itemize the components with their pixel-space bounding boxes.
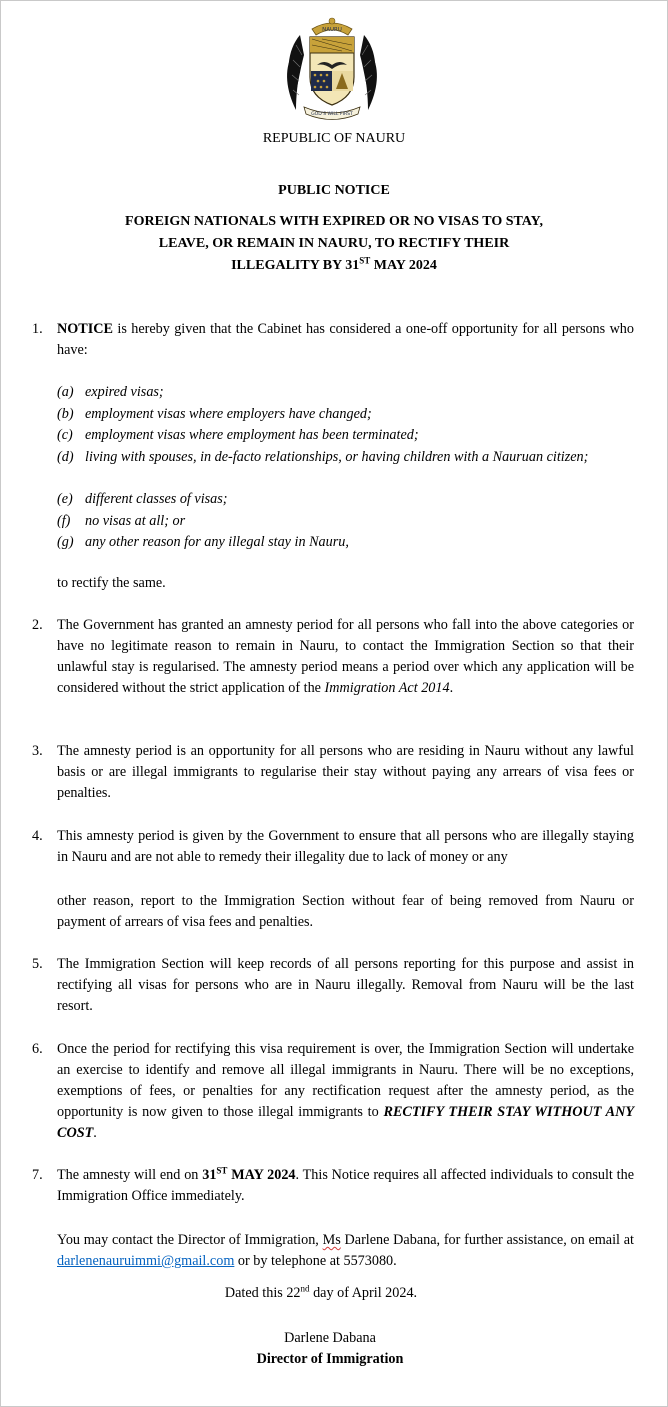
title-line-2: LEAVE, OR REMAIN IN NAURU, TO RECTIFY THEIR [158, 236, 510, 251]
title-line-3: ILLEGALITY BY 31ST MAY 2024 [231, 255, 437, 273]
paragraph-4-continued [57, 891, 634, 933]
emphasis-text: RECTIFY THEIR STAY WITHOUT ANY COST [57, 1104, 634, 1141]
dated-line: Dated this 22nd day of April 2024. [224, 1283, 418, 1301]
end-date: 31ST MAY 2024 [202, 1165, 296, 1183]
paragraph-number: 6. [32, 1041, 43, 1057]
notice-title [41, 211, 627, 277]
country-name: REPUBLIC OF NAURU [262, 131, 406, 146]
paragraph-text: Once the period for rectifying this visa requirement is over, the Immigration Section will undertake an exercise to identify and remove all illegal immigrants in Nauru. There will be no exceptions, exemptions of fees, or penalties for any rectification request after the amnesty period, as the opportunity is now given to those illegal immigrants to [57, 1041, 634, 1120]
signatory-title: Director of Immigration [256, 1351, 404, 1367]
paragraph-1 [32, 319, 634, 361]
paragraph-text: The Immigration Section will keep records of all persons reporting for this purpose and assist in rectifying all visas for persons who are in Nauru illegally. Removal from Nauru will be the last resort. [57, 956, 634, 1014]
list-item: (g) any other reason for any illegal stay in Nauru, [57, 534, 349, 550]
list-item: (e) different classes of visas; [57, 491, 228, 507]
paragraph-number: 5. [32, 956, 43, 972]
paragraph-number: 7. [32, 1167, 43, 1183]
list-item: (c) employment visas where employment has been terminated; [57, 427, 419, 443]
paragraph-text: other reason, report to the Immigration Section without fear of being removed from Nauru or payment of arrears of visa fees and penalties. [57, 893, 634, 930]
paragraph-2: 2. The Government has granted an amnesty period for all persons who fall into the above categories or have no legitimate reason to remain in Nauru, to contact the Immigration Section so that their unlawful stay is regularised. The amnesty period means a period over which any application will be considered without the strict application of the Immigration Act 2014. [32, 617, 634, 696]
paragraph-number: 3. [32, 743, 43, 759]
paragraph-text: The Government has granted an amnesty period for all persons who fall into the above categories or have no legitimate reason to remain in Nauru, to contact the Immigration Section so that their unlawful stay is regularised. The amnesty period means a period over which any application will be considered without the strict application of the [57, 617, 634, 696]
notice-lead: NOTICE [57, 321, 113, 337]
paragraph-text: is hereby given that the Cabinet has considered a one-off opportunity for all persons who have: [57, 321, 634, 358]
paragraph-number: 2. [32, 617, 43, 633]
list-item: (f) no visas at all; or [57, 513, 186, 529]
list-item: (d) living with spouses, in de-facto relationships, or having children with a Nauruan citizen; [57, 449, 589, 465]
paragraph-1-closing: to rectify the same. [57, 575, 166, 591]
contact-paragraph: You may contact the Director of Immigration, Ms Darlene Dabana, for further assistance, on email at darlenenauruimmi@gmail.com or by telephone at 5573080. [57, 1232, 634, 1269]
svg-text:NAURU: NAURU [322, 27, 342, 33]
honorific: Ms [322, 1232, 341, 1248]
paragraph-6: 6. Once the period for rectifying this visa requirement is over, the Immigration Section will undertake an exercise to identify and remove all illegal immigrants in Nauru. There will be no exceptions, exemptions of fees, or penalties for any rectification request after the amnesty period, as the opportunity is now given to those illegal immigrants to RECTIFY THEIR STAY WITHOUT ANY COST. [32, 1041, 634, 1141]
notice-label: PUBLIC NOTICE [278, 183, 390, 198]
nauru-coat-of-arms-icon [282, 15, 382, 125]
paragraph-3 [32, 741, 634, 804]
paragraph-5 [32, 954, 634, 1017]
svg-text:GOD'S WILL FIRST: GOD'S WILL FIRST [311, 112, 353, 117]
paragraph-7: 7. The amnesty will end on 31ST MAY 2024. This Notice requires all affected individuals to consult the Immigration Office immediately. [32, 1165, 634, 1204]
paragraph-number: 4. [32, 828, 43, 844]
list-item: (b) employment visas where employers have changed; [57, 406, 372, 422]
paragraph-text: This amnesty period is given by the Government to ensure that all persons who are illegally staying in Nauru and are not able to remedy their illegality due to lack of money or any [57, 828, 634, 865]
paragraph-number: 1. [32, 321, 43, 337]
paragraph-text: The amnesty period is an opportunity for all persons who are residing in Nauru without any lawful basis or are illegal immigrants to regularise their stay without paying any arrears of visa fees or penalties. [57, 743, 634, 801]
paragraph-4 [32, 826, 634, 868]
title-line-1: FOREIGN NATIONALS WITH EXPIRED OR NO VISAS TO STAY, [125, 214, 543, 229]
email-link[interactable]: darlenenauruimmi@gmail.com [57, 1253, 235, 1269]
signatory-name: Darlene Dabana [284, 1330, 376, 1346]
list-item: (a) expired visas; [57, 384, 164, 400]
act-reference: Immigration Act 2014 [324, 680, 450, 696]
